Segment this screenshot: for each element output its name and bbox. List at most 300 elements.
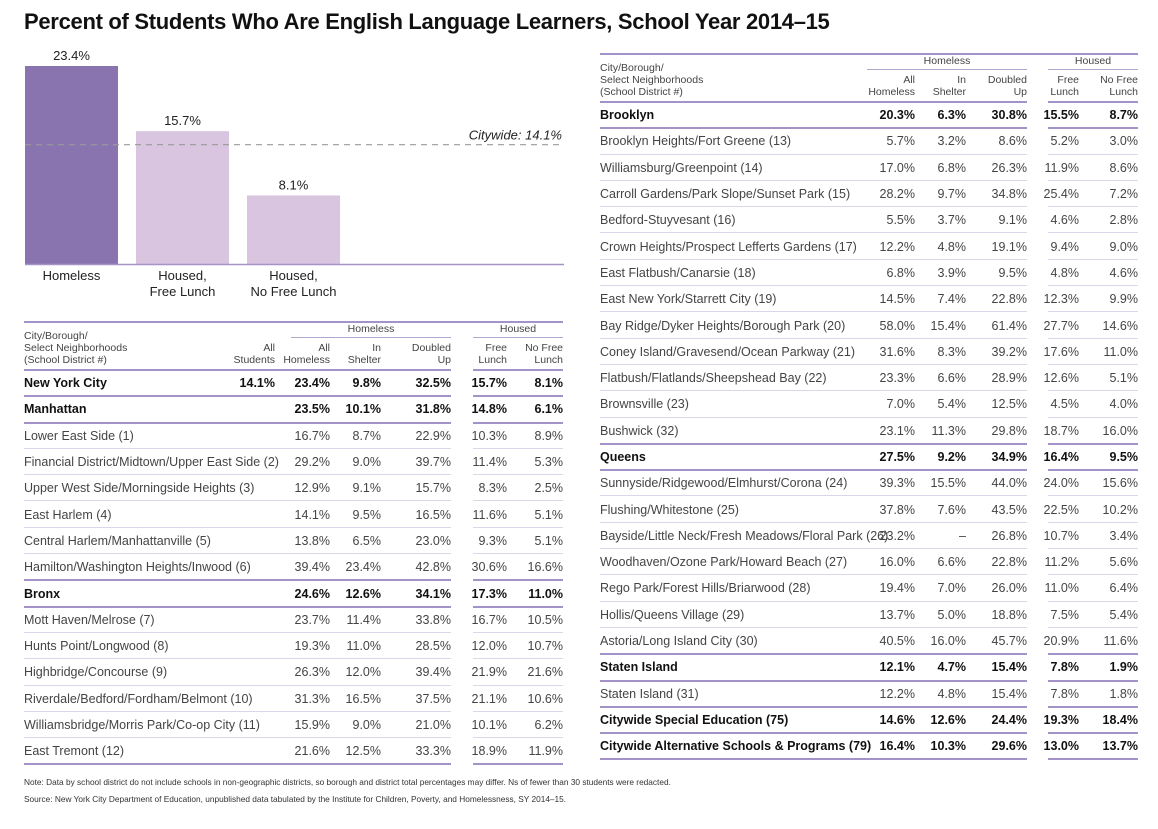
- table-row: [24, 712, 563, 738]
- cell-shel: 12.0%: [345, 665, 381, 680]
- cell-shel: 5.4%: [937, 397, 966, 412]
- column-header-in-shelter: [933, 74, 966, 98]
- cell-shel: 9.2%: [937, 450, 966, 464]
- row-label: Hollis/Queens Village (29): [600, 607, 745, 622]
- row-label: Brownsville (23): [600, 397, 689, 412]
- cell-hom: 58.0%: [879, 318, 915, 333]
- cell-nofree: 5.1%: [1109, 371, 1138, 386]
- cell-free: 4.8%: [1050, 265, 1079, 280]
- cell-shel: 9.0%: [352, 455, 381, 470]
- cell-hom: 5.5%: [886, 213, 915, 228]
- table-row: [600, 128, 1138, 154]
- table-row: [600, 102, 1138, 128]
- cell-hom: 12.1%: [879, 660, 915, 675]
- table-row: [600, 470, 1138, 496]
- cell-nofree: 5.3%: [534, 455, 563, 470]
- cell-shel: 23.4%: [345, 560, 381, 575]
- cell-dbl: 61.4%: [991, 318, 1027, 333]
- cell-nofree: 7.2%: [1109, 187, 1138, 202]
- header-line: Select Neighborhoods: [600, 74, 704, 86]
- header-line: Shelter: [932, 86, 966, 98]
- cell-hom: 19.3%: [294, 639, 330, 654]
- table-row: [600, 628, 1138, 654]
- cell-shel: 7.4%: [937, 292, 966, 307]
- cell-shel: 4.8%: [937, 239, 966, 254]
- cell-free: 24.0%: [1043, 476, 1079, 491]
- cell-hom: 29.2%: [294, 455, 330, 470]
- column-header-no-free-lunch: [525, 342, 563, 366]
- row-label: New York City: [24, 376, 107, 391]
- row-label: Bushwick (32): [600, 423, 679, 438]
- table-row: [600, 155, 1138, 181]
- cell-free: 14.8%: [471, 402, 507, 417]
- cell-shel: 3.7%: [937, 213, 966, 228]
- cell-nofree: 15.6%: [1102, 476, 1138, 491]
- cell-nofree: 1.8%: [1109, 686, 1138, 701]
- header-line: All: [318, 342, 330, 354]
- row-label: Bayside/Little Neck/Fresh Meadows/Floral Park (26): [600, 528, 889, 543]
- cell-dbl: 39.2%: [991, 344, 1027, 359]
- row-label: East Tremont (12): [24, 744, 125, 759]
- cell-dbl: 33.3%: [415, 744, 451, 759]
- cell-free: 4.6%: [1050, 213, 1079, 228]
- header-line: Lunch: [1050, 86, 1079, 98]
- table-row: [600, 260, 1138, 286]
- cell-dbl: 44.0%: [991, 476, 1027, 491]
- cell-dbl: 43.5%: [991, 502, 1027, 517]
- table-row: [24, 475, 563, 501]
- cell-dbl: 28.5%: [415, 639, 451, 654]
- row-label: Brooklyn Heights/Fort Greene (13): [600, 134, 792, 149]
- table-row: [600, 207, 1138, 233]
- row-label: East Harlem (4): [24, 507, 112, 522]
- cell-nofree: 8.9%: [534, 428, 563, 443]
- cell-dbl: 28.9%: [991, 371, 1027, 386]
- cell-shel: 6.6%: [937, 371, 966, 386]
- cell-free: 30.6%: [471, 560, 507, 575]
- column-header-doubled-up: [412, 342, 451, 366]
- header-line: City/Borough/: [24, 330, 88, 342]
- cell-shel: 3.2%: [937, 134, 966, 149]
- header-line: In: [957, 74, 966, 86]
- cell-shel: 6.8%: [937, 160, 966, 175]
- row-label: Sunnyside/Ridgewood/Elmhurst/Corona (24): [600, 476, 848, 491]
- table-row: [600, 549, 1138, 575]
- table-row: [600, 602, 1138, 628]
- cell-free: 20.9%: [1043, 634, 1079, 649]
- cell-nofree: 3.4%: [1109, 528, 1138, 543]
- cell-nofree: 6.4%: [1109, 581, 1138, 596]
- cell-nofree: 11.9%: [528, 744, 563, 759]
- cell-free: 11.4%: [472, 455, 507, 470]
- cell-dbl: 8.6%: [998, 134, 1027, 149]
- table-row: [24, 449, 563, 475]
- row-divider: [24, 763, 451, 765]
- row-label: Rego Park/Forest Hills/Briarwood (28): [600, 581, 811, 596]
- cell-free: 18.7%: [1043, 423, 1079, 438]
- cell-shel: 9.0%: [352, 718, 381, 732]
- cell-hom: 16.7%: [294, 428, 330, 443]
- cell-nofree: 5.4%: [1109, 607, 1138, 622]
- row-label: Citywide Alternative Schools & Programs (79): [600, 739, 872, 754]
- cell-dbl: 23.0%: [415, 533, 451, 548]
- header-line: Free: [1057, 74, 1079, 86]
- row-label: Central Harlem/Manhattanville (5): [24, 533, 211, 548]
- cell-dbl: 30.8%: [991, 108, 1027, 123]
- cell-nofree: 10.5%: [527, 612, 563, 627]
- table-row: [24, 659, 563, 685]
- cell-dbl: 15.4%: [991, 686, 1027, 701]
- row-label: Mott Haven/Melrose (7): [24, 612, 155, 627]
- row-label: Williamsburg/Greenpoint (14): [600, 160, 763, 175]
- bar-housed-no-free-lunch: [247, 195, 340, 264]
- cell-nofree: 11.0%: [1103, 344, 1138, 359]
- row-label: Bronx: [24, 586, 61, 601]
- header-line: Shelter: [347, 354, 381, 366]
- cell-dbl: 16.5%: [415, 507, 451, 522]
- cell-dbl: 24.4%: [991, 712, 1027, 727]
- row-label: Coney Island/Gravesend/Ocean Parkway (21): [600, 344, 855, 359]
- cell-shel: 16.5%: [345, 691, 381, 706]
- row-label: Hunts Point/Longwood (8): [24, 639, 169, 654]
- table-row: [600, 312, 1138, 338]
- cell-hom: 17.0%: [879, 160, 915, 175]
- cell-shel: 9.8%: [352, 376, 381, 391]
- header-line: Up: [1013, 86, 1027, 98]
- cell-hom: 39.4%: [294, 560, 330, 575]
- cell-shel: 9.7%: [937, 187, 966, 202]
- cell-nofree: 13.7%: [1102, 739, 1138, 754]
- table-row: [600, 286, 1138, 312]
- page-title: Percent of Students Who Are English Language Learners, School Year 2014–15: [24, 9, 830, 34]
- row-label: Queens: [600, 450, 646, 464]
- cell-nofree: 10.2%: [1102, 502, 1138, 517]
- cell-shel: 8.3%: [937, 344, 966, 359]
- row-label: Bay Ridge/Dyker Heights/Borough Park (20): [600, 318, 846, 333]
- cell-nofree: 5.1%: [534, 507, 563, 522]
- group-header-housed: Housed: [1048, 55, 1138, 70]
- cell-dbl: 34.9%: [991, 450, 1027, 464]
- cell-free: 11.0%: [1044, 581, 1079, 596]
- cell-free: 25.4%: [1043, 187, 1079, 202]
- cell-free: 10.1%: [471, 718, 507, 732]
- cell-free: 15.5%: [1043, 108, 1079, 123]
- cell-hom: 19.4%: [879, 581, 915, 596]
- cell-free: 8.3%: [478, 481, 507, 496]
- row-divider: [1048, 758, 1138, 760]
- table-header: [24, 322, 563, 370]
- header-line: Up: [437, 354, 451, 366]
- cell-nofree: 9.0%: [1109, 239, 1138, 254]
- cell-hom: 6.8%: [886, 265, 915, 280]
- group-header-housed: Housed: [473, 323, 563, 338]
- cell-dbl: 31.8%: [415, 402, 451, 417]
- table-row: [24, 501, 563, 527]
- cell-shel: 4.8%: [937, 686, 966, 701]
- group-header-homeless: Homeless: [291, 323, 451, 338]
- cell-hom: 24.6%: [294, 586, 330, 601]
- cell-nofree: 16.0%: [1102, 423, 1138, 438]
- cell-hom: 20.3%: [879, 108, 915, 123]
- bar-chart: [0, 40, 580, 310]
- cell-shel: 7.0%: [937, 581, 966, 596]
- group-header-homeless: Homeless: [867, 55, 1027, 70]
- cell-nofree: 10.7%: [527, 639, 563, 654]
- table-header: [600, 54, 1138, 102]
- header-line: No Free: [525, 342, 563, 354]
- cell-free: 17.6%: [1043, 344, 1079, 359]
- row-label: Flushing/Whitestone (25): [600, 502, 739, 517]
- table-body: [24, 370, 563, 764]
- cell-nofree: 11.0%: [528, 586, 563, 601]
- cell-hom: 31.6%: [879, 344, 915, 359]
- cell-shel: 9.5%: [352, 507, 381, 522]
- cell-hom: 39.3%: [879, 476, 915, 491]
- cell-hom: 31.3%: [294, 691, 330, 706]
- cell-nofree: 3.0%: [1109, 134, 1138, 149]
- table-row: [24, 554, 563, 580]
- cell-free: 12.3%: [1043, 292, 1079, 307]
- cell-free: 4.5%: [1050, 397, 1079, 412]
- table-row: [24, 528, 563, 554]
- cell-shel: 11.4%: [346, 612, 381, 627]
- cell-dbl: 29.6%: [991, 739, 1027, 754]
- cell-hom: 15.9%: [294, 718, 330, 732]
- category-label: No Free Lunch: [250, 284, 337, 299]
- cell-free: 10.7%: [1043, 528, 1079, 543]
- row-label: Woodhaven/Ozone Park/Howard Beach (27): [600, 555, 848, 570]
- cell-nofree: 1.9%: [1109, 660, 1138, 675]
- cell-nofree: 4.0%: [1109, 397, 1138, 412]
- cell-shel: 15.4%: [930, 318, 966, 333]
- row-label: East New York/Starrett City (19): [600, 292, 777, 307]
- cell-dbl: 15.4%: [991, 660, 1027, 675]
- cell-hom: 23.3%: [879, 371, 915, 386]
- table-row: [24, 607, 563, 633]
- cell-hom: 12.9%: [294, 481, 330, 496]
- row-divider: [473, 763, 563, 765]
- table-row: [600, 339, 1138, 365]
- cell-nofree: 21.6%: [527, 665, 563, 680]
- cell-hom: 13.8%: [294, 533, 330, 548]
- footnotes: [24, 774, 671, 808]
- cell-free: 17.3%: [471, 586, 507, 601]
- row-label: Bedford-Stuyvesant (16): [600, 213, 736, 228]
- cell-hom: 23.2%: [879, 528, 915, 543]
- column-header-all-students: [234, 342, 275, 366]
- row-label: Lower East Side (1): [24, 428, 134, 443]
- header-line: Students: [233, 354, 275, 366]
- column-header-in-shelter: [348, 342, 381, 366]
- header-line: Homeless: [283, 354, 330, 366]
- column-header-location: [600, 62, 703, 98]
- cell-shel: 6.3%: [937, 108, 966, 123]
- cell-nofree: 14.6%: [1102, 318, 1138, 333]
- cell-free: 27.7%: [1043, 318, 1079, 333]
- table-row: [600, 365, 1138, 391]
- cell-nofree: 10.6%: [527, 691, 563, 706]
- cell-shel: 5.0%: [937, 607, 966, 622]
- cell-dbl: 26.0%: [991, 581, 1027, 596]
- cell-free: 7.5%: [1050, 607, 1079, 622]
- cell-nofree: 18.4%: [1102, 712, 1138, 727]
- cell-hom: 40.5%: [879, 634, 915, 649]
- cell-dbl: 34.1%: [415, 586, 451, 601]
- cell-free: 16.4%: [1043, 450, 1079, 464]
- header-line: Lunch: [534, 354, 563, 366]
- cell-nofree: 8.6%: [1109, 160, 1138, 175]
- header-line: No Free: [1100, 74, 1138, 86]
- cell-nofree: 2.8%: [1109, 213, 1138, 228]
- cell-nofree: 9.5%: [1109, 450, 1138, 464]
- cell-shel: 4.7%: [937, 660, 966, 675]
- cell-hom: 23.7%: [294, 612, 330, 627]
- row-divider: [600, 758, 1027, 760]
- cell-free: 5.2%: [1050, 134, 1079, 149]
- bar-value-label: 8.1%: [278, 177, 309, 193]
- cell-dbl: 39.7%: [415, 455, 451, 470]
- cell-free: 15.7%: [471, 376, 507, 391]
- cell-nofree: 9.9%: [1109, 292, 1138, 307]
- bar-homeless: [25, 66, 118, 264]
- cell-dbl: 9.1%: [998, 213, 1027, 228]
- cell-shel: 10.1%: [345, 402, 381, 417]
- right-data-table: [600, 54, 1138, 759]
- row-label: Staten Island: [600, 660, 678, 675]
- cell-hom: 14.1%: [294, 507, 330, 522]
- cell-shel: 16.0%: [930, 634, 966, 649]
- table-row: [600, 707, 1138, 733]
- cell-dbl: 26.8%: [991, 528, 1027, 543]
- column-header-no-free-lunch: [1100, 74, 1138, 98]
- cell-dbl: 22.9%: [415, 428, 451, 443]
- cell-hom: 14.6%: [879, 712, 915, 727]
- category-label: Housed,: [269, 268, 318, 283]
- table-row: [600, 233, 1138, 259]
- cell-hom: 12.2%: [879, 686, 915, 701]
- cell-hom: 26.3%: [294, 665, 330, 680]
- table-row: [600, 444, 1138, 470]
- cell-hom: 14.5%: [879, 292, 915, 307]
- row-label: Carroll Gardens/Park Slope/Sunset Park (15): [600, 187, 851, 202]
- table-row: [24, 686, 563, 712]
- cell-free: 21.1%: [471, 691, 507, 706]
- table-body: [600, 102, 1138, 759]
- column-header-doubled-up: [988, 74, 1027, 98]
- table-row: [600, 418, 1138, 444]
- row-label: Williamsbridge/Morris Park/Co-op City (11): [24, 718, 260, 732]
- note-text: Note: Data by school district do not include schools in non-geographic districts, so borough and district total percentages may differ. Ns of fewer than 30 students were redacted.: [24, 777, 671, 787]
- cell-free: 10.3%: [471, 428, 507, 443]
- header-line: (School District #): [600, 86, 683, 98]
- cell-shel: 11.3%: [931, 423, 966, 438]
- cell-free: 11.9%: [1044, 160, 1079, 175]
- row-label: Flatbush/Flatlands/Sheepshead Bay (22): [600, 371, 827, 386]
- row-label: Riverdale/Bedford/Fordham/Belmont (10): [24, 691, 253, 706]
- column-header-location: [24, 330, 127, 366]
- cell-free: 9.4%: [1050, 239, 1079, 254]
- cell-free: 9.3%: [478, 533, 507, 548]
- row-label: Upper West Side/Morningside Heights (3): [24, 481, 255, 496]
- cell-dbl: 34.8%: [991, 187, 1027, 202]
- row-label: East Flatbush/Canarsie (18): [600, 265, 756, 280]
- header-line: All: [263, 342, 275, 354]
- cell-shel: 12.5%: [345, 744, 381, 759]
- header-line: Homeless: [868, 86, 915, 98]
- header-line: Lunch: [478, 354, 507, 366]
- category-label: Homeless: [42, 268, 101, 283]
- table-row: [24, 370, 563, 396]
- cell-nofree: 6.1%: [534, 402, 563, 417]
- cell-free: 13.0%: [1043, 739, 1079, 754]
- cell-free: 16.7%: [471, 612, 507, 627]
- row-label: Manhattan: [24, 402, 87, 417]
- cell-shel: 9.1%: [352, 481, 381, 496]
- cell-dbl: 45.7%: [991, 634, 1027, 649]
- cell-hom: 7.0%: [886, 397, 915, 412]
- cell-dbl: 21.0%: [415, 718, 451, 732]
- row-label: Brooklyn: [600, 108, 655, 123]
- header-line: Doubled: [411, 342, 451, 354]
- cell-shel: 7.6%: [937, 502, 966, 517]
- cell-hom: 28.2%: [879, 187, 915, 202]
- table-row: [600, 681, 1138, 707]
- header-line: Lunch: [1109, 86, 1138, 98]
- cell-free: 11.6%: [472, 507, 507, 522]
- bar-value-label: 15.7%: [164, 113, 201, 129]
- cell-nofree: 5.1%: [534, 533, 563, 548]
- cell-nofree: 5.6%: [1109, 555, 1138, 570]
- cell-shel: 6.5%: [352, 533, 381, 548]
- header-line: All: [903, 74, 915, 86]
- cell-nofree: 16.6%: [527, 560, 563, 575]
- header-line: City/Borough/: [600, 62, 664, 74]
- row-label: Citywide Special Education (75): [600, 712, 789, 727]
- row-label: Financial District/Midtown/Upper East Side (2): [24, 455, 279, 470]
- cell-hom: 23.1%: [879, 423, 915, 438]
- cell-shel: 15.5%: [930, 476, 966, 491]
- category-label: Housed,: [158, 268, 207, 283]
- table-row: [600, 496, 1138, 522]
- cell-nofree: 8.7%: [1109, 108, 1138, 123]
- cell-hom: 23.5%: [294, 402, 330, 417]
- bar-housed-free-lunch: [136, 131, 229, 264]
- cell-free: 7.8%: [1050, 660, 1079, 675]
- cell-shel: 6.6%: [937, 555, 966, 570]
- header-line: Select Neighborhoods: [24, 342, 128, 354]
- cell-shel: –: [959, 528, 966, 543]
- cell-nofree: 2.5%: [534, 481, 563, 496]
- header-line: (School District #): [24, 354, 107, 366]
- cell-shel: 12.6%: [345, 586, 381, 601]
- cell-hom: 5.7%: [886, 134, 915, 149]
- cell-dbl: 22.8%: [991, 292, 1027, 307]
- table-row: [24, 423, 563, 449]
- table-row: [600, 391, 1138, 417]
- row-label: Astoria/Long Island City (30): [600, 634, 758, 649]
- cell-dbl: 18.8%: [991, 607, 1027, 622]
- cell-dbl: 42.8%: [415, 560, 451, 575]
- cell-hom: 27.5%: [879, 450, 915, 464]
- table-row: [600, 181, 1138, 207]
- cell-dbl: 15.7%: [415, 481, 451, 496]
- table-row: [600, 523, 1138, 549]
- cell-hom: 23.4%: [294, 376, 330, 391]
- cell-hom: 16.0%: [879, 555, 915, 570]
- cell-hom: 13.7%: [879, 607, 915, 622]
- cell-free: 19.3%: [1043, 712, 1079, 727]
- column-header-all-homeless: [283, 342, 330, 366]
